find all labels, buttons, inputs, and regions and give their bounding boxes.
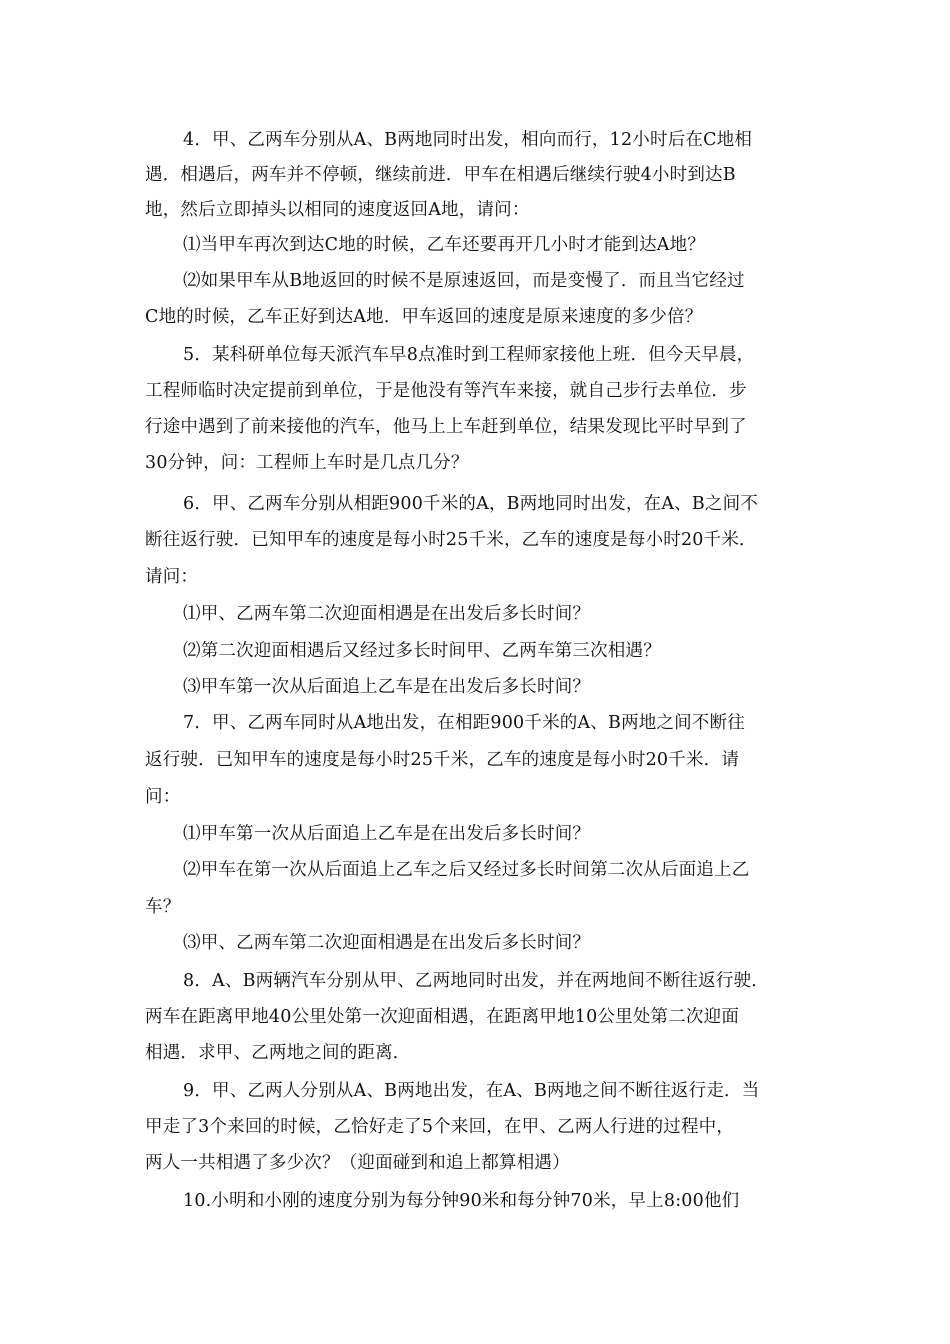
p7-line-3: 问： [145, 787, 181, 807]
p7-line-1: 7．甲、乙两车同时从A地出发，在相距900千米的A、B两地之间不断往 [183, 713, 745, 733]
p6-line-1: 6．甲、乙两车分别从相距900千米的A，B两地同时出发，在A、B之间不 [183, 494, 759, 514]
p4-q2-line-2: C地的时候，乙车正好到达A地．甲车返回的速度是原来速度的多少倍？ [145, 307, 703, 327]
p6-line-3: 请问： [145, 567, 199, 587]
p6-line-2: 断往返行驶．已知甲车的速度是每小时25千米，乙车的速度是每小时20千米． [145, 530, 757, 550]
p6-q2: ⑵第二次迎面相遇后又经过多长时间甲、乙两车第三次相遇？ [183, 641, 661, 661]
p5-line-2: 工程师临时决定提前到单位，于是他没有等汽车来接，就自己步行去单位．步 [145, 381, 747, 401]
p7-q2-line-2: 车？ [145, 897, 181, 917]
p8-line-1: 8．A、B两辆汽车分别从甲、乙两地同时出发，并在两地间不断往返行驶． [183, 971, 769, 991]
p5-line-1: 5．某科研单位每天派汽车早8点准时到工程师家接他上班．但今天早晨， [183, 345, 755, 365]
p8-line-2: 两车在距离甲地40公里处第一次迎面相遇，在距离甲地10公里处第二次迎面 [145, 1007, 740, 1027]
p4-line-1: 4．甲、乙两车分别从A、B两地同时出发，相向而行，12小时后在C地相 [183, 130, 753, 150]
p9-line-3: 两人一共相遇了多少次？（迎面碰到和追上都算相遇） [145, 1153, 570, 1173]
p4-q1: ⑴当甲车再次到达C地的时候，乙车还要再开几小时才能到达A地？ [183, 235, 706, 255]
p5-line-4: 30分钟，问：工程师上车时是几点几分？ [145, 453, 469, 473]
p10-line-1: 10.小明和小刚的速度分别为每分钟90米和每分钟70米，早上8:00他们 [183, 1191, 740, 1211]
p5-line-3: 行途中遇到了前来接他的汽车，他马上上车赶到单位，结果发现比平时早到了 [145, 417, 747, 437]
p7-line-2: 返行驶．已知甲车的速度是每小时25千米，乙车的速度是每小时20千米．请 [145, 750, 740, 770]
p6-q1: ⑴甲、乙两车第二次迎面相遇是在出发后多长时间？ [183, 604, 591, 624]
p4-line-3: 地，然后立即掉头以相同的速度返回A地，请问： [145, 200, 530, 220]
p9-line-1: 9．甲、乙两人分别从A、B两地出发，在A、B两地之间不断往返行走．当 [183, 1081, 760, 1101]
p7-q1: ⑴甲车第一次从后面追上乙车是在出发后多长时间？ [183, 824, 591, 844]
p4-line-2: 遇．相遇后，两车并不停顿，继续前进．甲车在相遇后继续行驶4小时到达B [145, 165, 736, 185]
p7-q3: ⑶甲、乙两车第二次迎面相遇是在出发后多长时间？ [183, 933, 591, 953]
p8-line-3: 相遇．求甲、乙两地之间的距离． [145, 1043, 411, 1063]
p6-q3: ⑶甲车第一次从后面追上乙车是在出发后多长时间？ [183, 677, 591, 697]
p7-q2-line-1: ⑵甲车在第一次从后面追上乙车之后又经过多长时间第二次从后面追上乙 [183, 860, 750, 880]
p4-q2-line-1: ⑵如果甲车从B地返回的时候不是原速返回，而是变慢了．而且当它经过 [183, 271, 745, 291]
p9-line-2: 甲走了3个来回的时候，乙恰好走了5个来回，在甲、乙两人行进的过程中， [145, 1117, 735, 1137]
